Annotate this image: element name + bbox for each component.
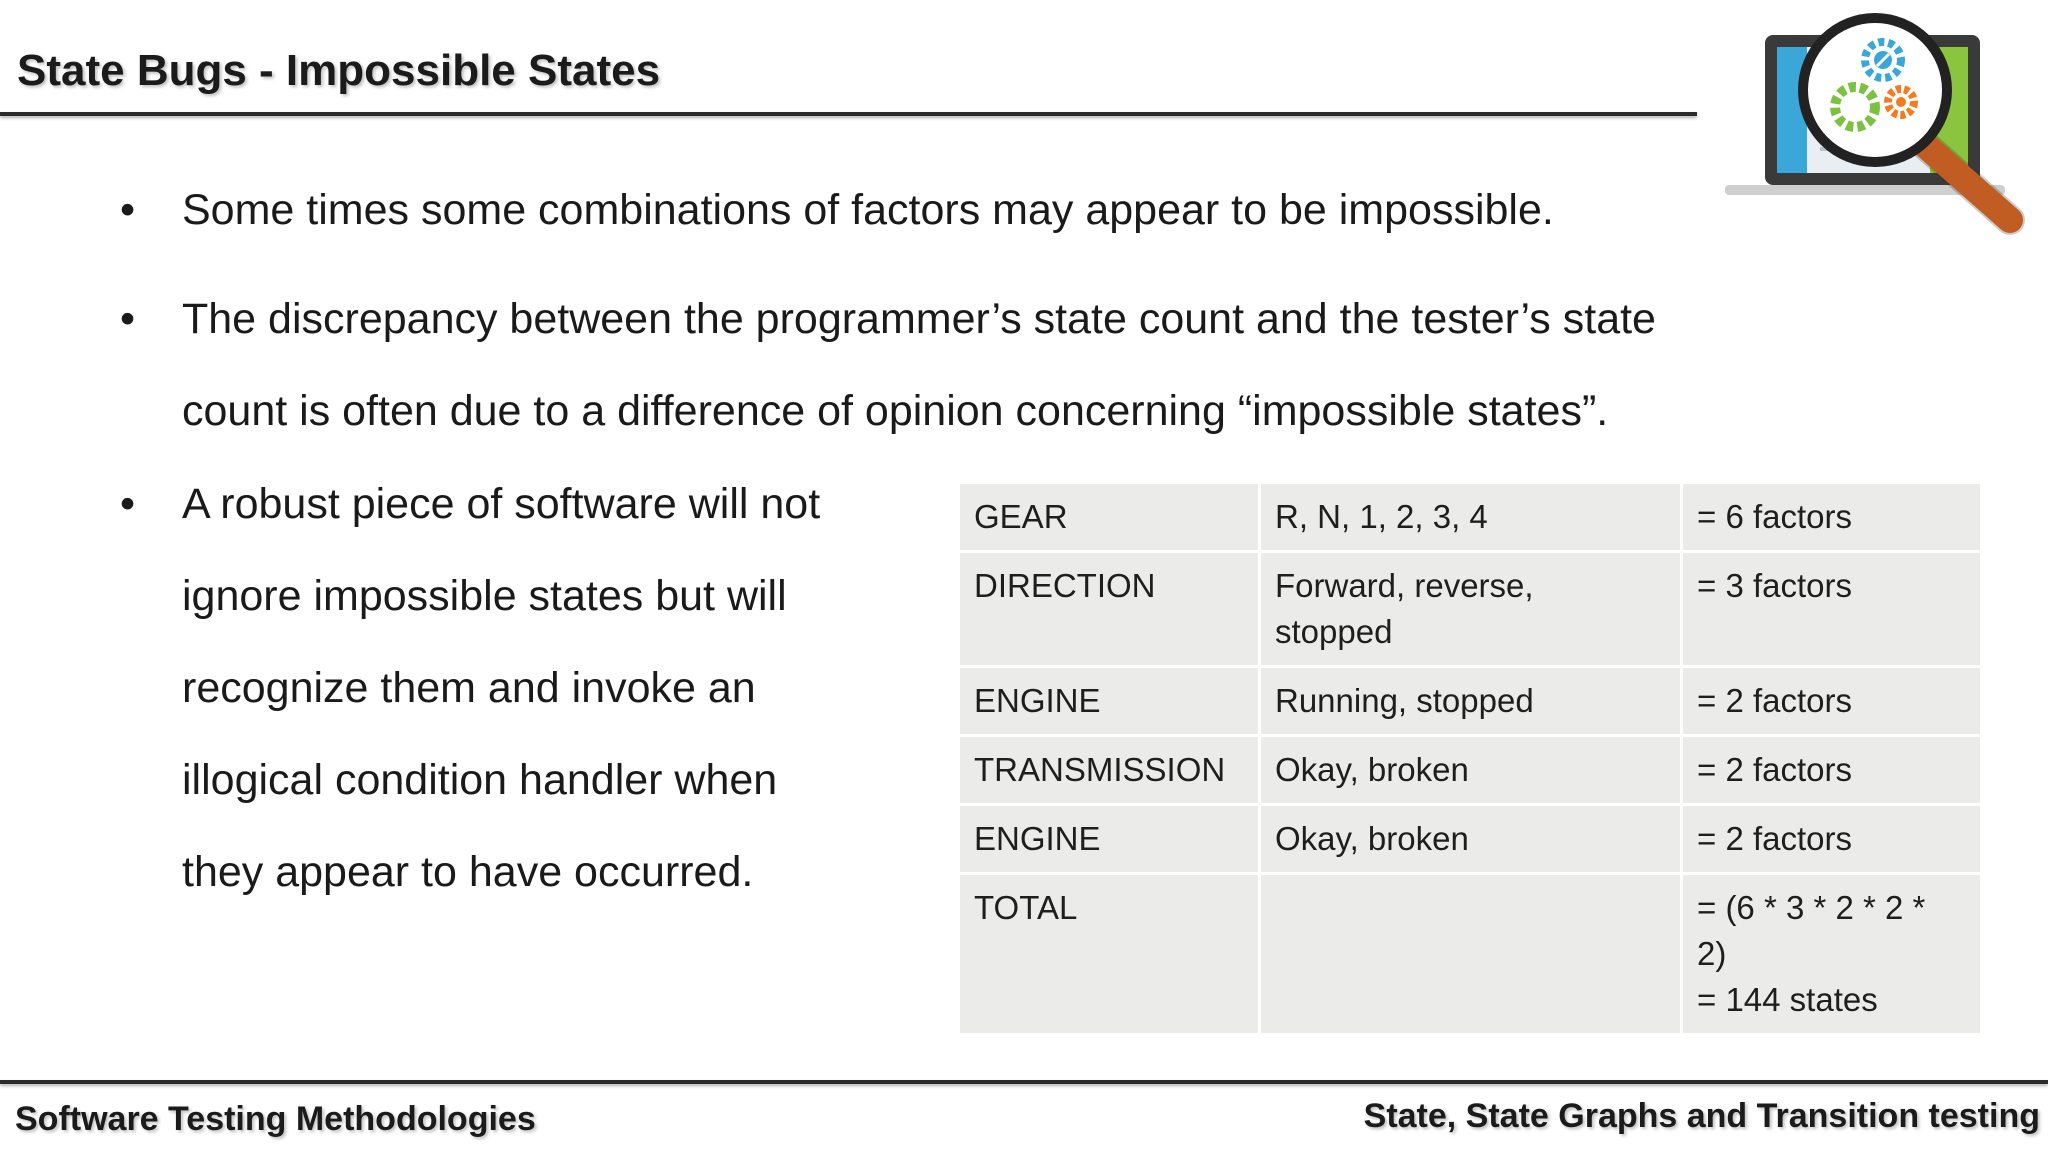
bullet-dot: • [120, 295, 136, 343]
factor-cell: TRANSMISSION [959, 736, 1260, 805]
count-cell: = 6 factors [1682, 483, 1982, 552]
bullet-line: count is often due to a difference of opinion concerning “impossible states”. [182, 387, 1609, 435]
count-cell: = (6 * 3 * 2 * 2 * 2) = 144 states [1682, 874, 1982, 1035]
bullet-text [182, 273, 1656, 457]
footer-divider [0, 1080, 2048, 1084]
bullet-text [182, 458, 820, 918]
factor-cell: GEAR [959, 483, 1260, 552]
table-row [959, 805, 1982, 874]
bullet-text [182, 164, 1554, 256]
magnifier-lens [1803, 18, 1947, 162]
table-row [959, 552, 1982, 667]
slide-title: State Bugs - Impossible States [17, 46, 661, 95]
count-cell: = 2 factors [1682, 805, 1982, 874]
bullet-line: illogical condition handler when [182, 756, 778, 804]
table-row [959, 667, 1982, 736]
bullet-line: recognize them and invoke an [182, 664, 756, 712]
bullet-line: they appear to have occurred. [182, 848, 754, 896]
title-divider [0, 112, 1697, 116]
table-row [959, 736, 1982, 805]
footer-course-title: Software Testing Methodologies [15, 1100, 536, 1138]
bullet-dot: • [120, 186, 136, 234]
factor-cell: ENGINE [959, 805, 1260, 874]
count-cell: = 3 factors [1682, 552, 1982, 667]
bullet-line: ignore impossible states but will [182, 572, 787, 620]
values-cell: Okay, broken [1260, 805, 1682, 874]
values-cell [1260, 874, 1682, 1035]
count-cell: = 2 factors [1682, 667, 1982, 736]
bullet-line: The discrepancy between the programmer’s state count and the tester’s state [182, 295, 1656, 343]
count-cell: = 2 factors [1682, 736, 1982, 805]
values-cell: Forward, reverse, stopped [1260, 552, 1682, 667]
table-row [959, 874, 1982, 1035]
bullet-line: Some times some combinations of factors may appear to be impossible. [182, 186, 1554, 234]
footer-unit-title: State, State Graphs and Transition testing [1363, 1097, 2040, 1135]
laptop-magnifier-gears-icon [1725, 5, 2025, 235]
values-cell: Running, stopped [1260, 667, 1682, 736]
factor-cell: TOTAL [959, 874, 1260, 1035]
table-row [959, 483, 1982, 552]
bullet-dot: • [120, 480, 136, 528]
values-cell: R, N, 1, 2, 3, 4 [1260, 483, 1682, 552]
factor-cell: DIRECTION [959, 552, 1260, 667]
factor-cell: ENGINE [959, 667, 1260, 736]
values-cell: Okay, broken [1260, 736, 1682, 805]
bullet-line: A robust piece of software will not [182, 480, 821, 528]
state-factors-table [957, 481, 1983, 1036]
